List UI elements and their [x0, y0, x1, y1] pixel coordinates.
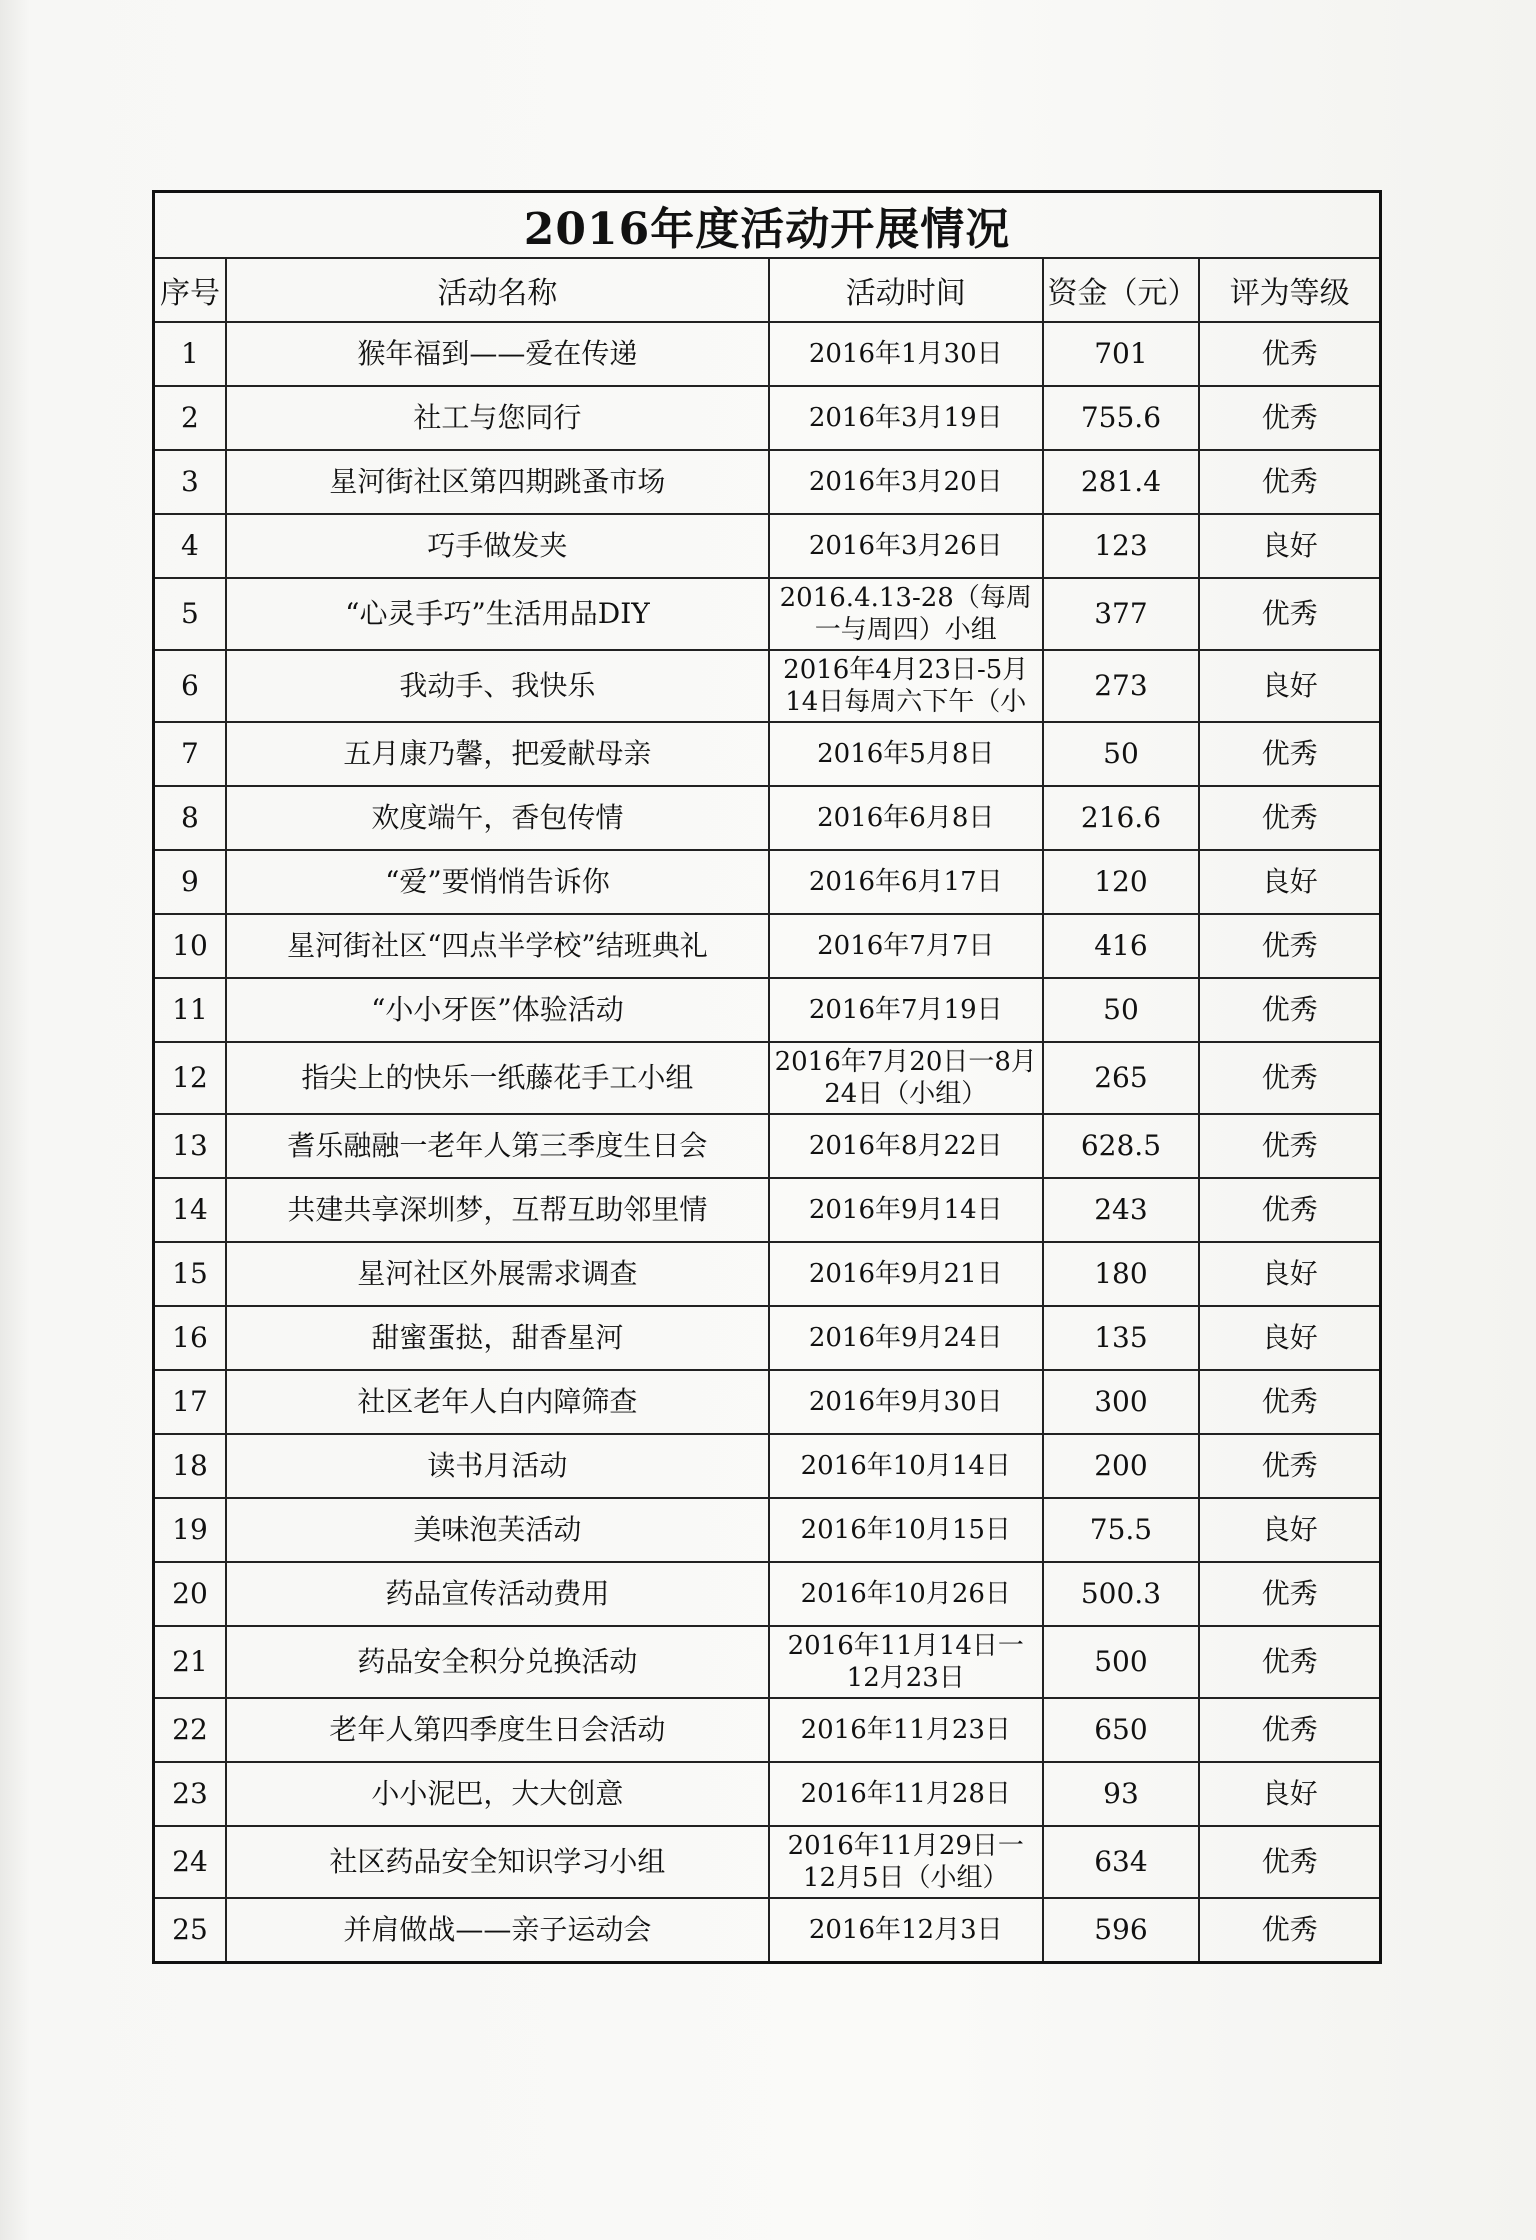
activity-grade: 良好 — [1199, 650, 1380, 722]
row-number: 22 — [154, 1698, 226, 1762]
row-number: 20 — [154, 1562, 226, 1626]
row-number: 17 — [154, 1370, 226, 1434]
activity-fund: 273 — [1043, 650, 1200, 722]
activity-fund: 596 — [1043, 1898, 1200, 1963]
activity-name: 小小泥巴，大大创意 — [226, 1762, 769, 1826]
activity-name: 欢度端午，香包传情 — [226, 786, 769, 850]
activity-grade: 优秀 — [1199, 1826, 1380, 1898]
activity-grade: 优秀 — [1199, 1562, 1380, 1626]
table-row — [154, 1626, 1381, 1698]
activity-fund: 135 — [1043, 1306, 1200, 1370]
table-row — [154, 1434, 1381, 1498]
table-row — [154, 914, 1381, 978]
activity-fund: 500.3 — [1043, 1562, 1200, 1626]
row-number: 2 — [154, 386, 226, 450]
activity-grade: 优秀 — [1199, 450, 1380, 514]
activity-name: 星河社区外展需求调查 — [226, 1242, 769, 1306]
table-row — [154, 1370, 1381, 1434]
activity-date: 2016年11月28日 — [769, 1762, 1043, 1826]
activity-fund: 500 — [1043, 1626, 1200, 1698]
activity-name: 星河街社区第四期跳蚤市场 — [226, 450, 769, 514]
activity-date: 2016年9月14日 — [769, 1178, 1043, 1242]
activity-grade: 优秀 — [1199, 1898, 1380, 1963]
activity-name: 甜蜜蛋挞，甜香星河 — [226, 1306, 769, 1370]
activity-fund: 377 — [1043, 578, 1200, 650]
table-row — [154, 1114, 1381, 1178]
activity-date: 2016年8月22日 — [769, 1114, 1043, 1178]
activity-fund: 180 — [1043, 1242, 1200, 1306]
table-row — [154, 514, 1381, 578]
activity-date: 2016年10月26日 — [769, 1562, 1043, 1626]
header-fund: 资金（元） — [1043, 258, 1200, 322]
activity-name: 社区药品安全知识学习小组 — [226, 1826, 769, 1898]
activity-grade: 优秀 — [1199, 786, 1380, 850]
activity-grade: 良好 — [1199, 1498, 1380, 1562]
activity-name: 社区老年人白内障筛查 — [226, 1370, 769, 1434]
activity-fund: 216.6 — [1043, 786, 1200, 850]
activity-date: 2016年9月30日 — [769, 1370, 1043, 1434]
activity-date: 2016年9月24日 — [769, 1306, 1043, 1370]
activity-fund: 416 — [1043, 914, 1200, 978]
row-number: 9 — [154, 850, 226, 914]
table-row — [154, 1178, 1381, 1242]
activity-grade: 良好 — [1199, 514, 1380, 578]
activity-name: 我动手、我快乐 — [226, 650, 769, 722]
row-number: 10 — [154, 914, 226, 978]
activity-date: 2016年11月14日一12月23日 — [769, 1626, 1043, 1698]
activity-fund: 50 — [1043, 978, 1200, 1042]
activity-date: 2016年7月20日一8月24日（小组） — [769, 1042, 1043, 1114]
table-row — [154, 1698, 1381, 1762]
activity-date: 2016年7月7日 — [769, 914, 1043, 978]
header-grade: 评为等级 — [1199, 258, 1380, 322]
activity-grade: 优秀 — [1199, 1434, 1380, 1498]
row-number: 21 — [154, 1626, 226, 1698]
activity-grade: 优秀 — [1199, 1042, 1380, 1114]
activity-grade: 良好 — [1199, 1242, 1380, 1306]
activity-name: 巧手做发夹 — [226, 514, 769, 578]
activity-grade: 优秀 — [1199, 578, 1380, 650]
activity-name: 社工与您同行 — [226, 386, 769, 450]
activity-fund: 628.5 — [1043, 1114, 1200, 1178]
activity-date: 2016年10月14日 — [769, 1434, 1043, 1498]
activity-fund: 120 — [1043, 850, 1200, 914]
row-number: 4 — [154, 514, 226, 578]
activity-name: 星河街社区“四点半学校”结班典礼 — [226, 914, 769, 978]
table-row — [154, 1826, 1381, 1898]
activity-name: 五月康乃馨，把爱献母亲 — [226, 722, 769, 786]
table-row — [154, 1762, 1381, 1826]
activity-fund: 300 — [1043, 1370, 1200, 1434]
activity-fund: 93 — [1043, 1762, 1200, 1826]
activity-name: 药品宣传活动费用 — [226, 1562, 769, 1626]
activity-grade: 优秀 — [1199, 1626, 1380, 1698]
activity-date: 2016年3月19日 — [769, 386, 1043, 450]
row-number: 25 — [154, 1898, 226, 1963]
table-row — [154, 850, 1381, 914]
activity-date: 2016年11月23日 — [769, 1698, 1043, 1762]
header-name: 活动名称 — [226, 258, 769, 322]
table-row — [154, 1306, 1381, 1370]
activity-fund: 701 — [1043, 322, 1200, 386]
activity-grade: 良好 — [1199, 1306, 1380, 1370]
activity-name: 猴年福到——爱在传递 — [226, 322, 769, 386]
row-number: 23 — [154, 1762, 226, 1826]
activity-date: 2016年3月20日 — [769, 450, 1043, 514]
row-number: 8 — [154, 786, 226, 850]
row-number: 3 — [154, 450, 226, 514]
activity-fund: 75.5 — [1043, 1498, 1200, 1562]
activity-name: 共建共享深圳梦，互帮互助邻里情 — [226, 1178, 769, 1242]
activity-name: “爱”要悄悄告诉你 — [226, 850, 769, 914]
activity-grade: 优秀 — [1199, 978, 1380, 1042]
activity-fund: 123 — [1043, 514, 1200, 578]
activity-fund: 634 — [1043, 1826, 1200, 1898]
activity-fund: 243 — [1043, 1178, 1200, 1242]
table-body — [154, 322, 1381, 1963]
row-number: 24 — [154, 1826, 226, 1898]
activity-name: 药品安全积分兑换活动 — [226, 1626, 769, 1698]
activity-name: 耆乐融融一老年人第三季度生日会 — [226, 1114, 769, 1178]
row-number: 18 — [154, 1434, 226, 1498]
row-number: 6 — [154, 650, 226, 722]
table-row — [154, 578, 1381, 650]
header-no: 序号 — [154, 258, 226, 322]
row-number: 1 — [154, 322, 226, 386]
activity-grade: 优秀 — [1199, 914, 1380, 978]
table-row — [154, 1898, 1381, 1963]
activity-date: 2016.4.13-28（每周一与周四）小组 — [769, 578, 1043, 650]
activity-name: 读书月活动 — [226, 1434, 769, 1498]
table-row — [154, 1498, 1381, 1562]
table-row — [154, 1562, 1381, 1626]
row-number: 12 — [154, 1042, 226, 1114]
table-row — [154, 722, 1381, 786]
row-number: 13 — [154, 1114, 226, 1178]
activity-grade: 优秀 — [1199, 722, 1380, 786]
table-row — [154, 650, 1381, 722]
table-row — [154, 322, 1381, 386]
activity-grade: 优秀 — [1199, 1178, 1380, 1242]
activity-date: 2016年12月3日 — [769, 1898, 1043, 1963]
table-header-row — [154, 258, 1381, 322]
row-number: 14 — [154, 1178, 226, 1242]
activity-grade: 优秀 — [1199, 386, 1380, 450]
activity-fund: 281.4 — [1043, 450, 1200, 514]
activity-date: 2016年11月29日一12月5日（小组） — [769, 1826, 1043, 1898]
activity-fund: 755.6 — [1043, 386, 1200, 450]
row-number: 5 — [154, 578, 226, 650]
table-row — [154, 386, 1381, 450]
table-row — [154, 978, 1381, 1042]
table-row — [154, 1242, 1381, 1306]
activity-grade: 优秀 — [1199, 322, 1380, 386]
activity-name: 并肩做战——亲子运动会 — [226, 1898, 769, 1963]
row-number: 16 — [154, 1306, 226, 1370]
activity-date: 2016年9月21日 — [769, 1242, 1043, 1306]
activity-fund: 265 — [1043, 1042, 1200, 1114]
activity-date: 2016年6月17日 — [769, 850, 1043, 914]
activity-grade: 优秀 — [1199, 1698, 1380, 1762]
activity-grade: 良好 — [1199, 850, 1380, 914]
activity-name: 美味泡芙活动 — [226, 1498, 769, 1562]
row-number: 19 — [154, 1498, 226, 1562]
row-number: 7 — [154, 722, 226, 786]
activity-name: 指尖上的快乐一纸藤花手工小组 — [226, 1042, 769, 1114]
activity-fund: 200 — [1043, 1434, 1200, 1498]
header-date: 活动时间 — [769, 258, 1043, 322]
table-row — [154, 450, 1381, 514]
row-number: 15 — [154, 1242, 226, 1306]
activity-date: 2016年7月19日 — [769, 978, 1043, 1042]
activity-name: “心灵手巧”生活用品DIY — [226, 578, 769, 650]
activity-date: 2016年3月26日 — [769, 514, 1043, 578]
activity-fund: 50 — [1043, 722, 1200, 786]
row-number: 11 — [154, 978, 226, 1042]
activity-date: 2016年1月30日 — [769, 322, 1043, 386]
activity-table — [152, 190, 1382, 1964]
activity-name: 老年人第四季度生日会活动 — [226, 1698, 769, 1762]
table-row — [154, 786, 1381, 850]
activity-name: “小小牙医”体验活动 — [226, 978, 769, 1042]
activity-date: 2016年4月23日-5月14日每周六下午（小 — [769, 650, 1043, 722]
activity-date: 2016年10月15日 — [769, 1498, 1043, 1562]
activity-fund: 650 — [1043, 1698, 1200, 1762]
activity-date: 2016年5月8日 — [769, 722, 1043, 786]
page-title: 2016年度活动开展情况 — [154, 192, 1381, 259]
activity-grade: 优秀 — [1199, 1370, 1380, 1434]
table-row — [154, 1042, 1381, 1114]
activity-grade: 优秀 — [1199, 1114, 1380, 1178]
activity-grade: 良好 — [1199, 1762, 1380, 1826]
activity-date: 2016年6月8日 — [769, 786, 1043, 850]
